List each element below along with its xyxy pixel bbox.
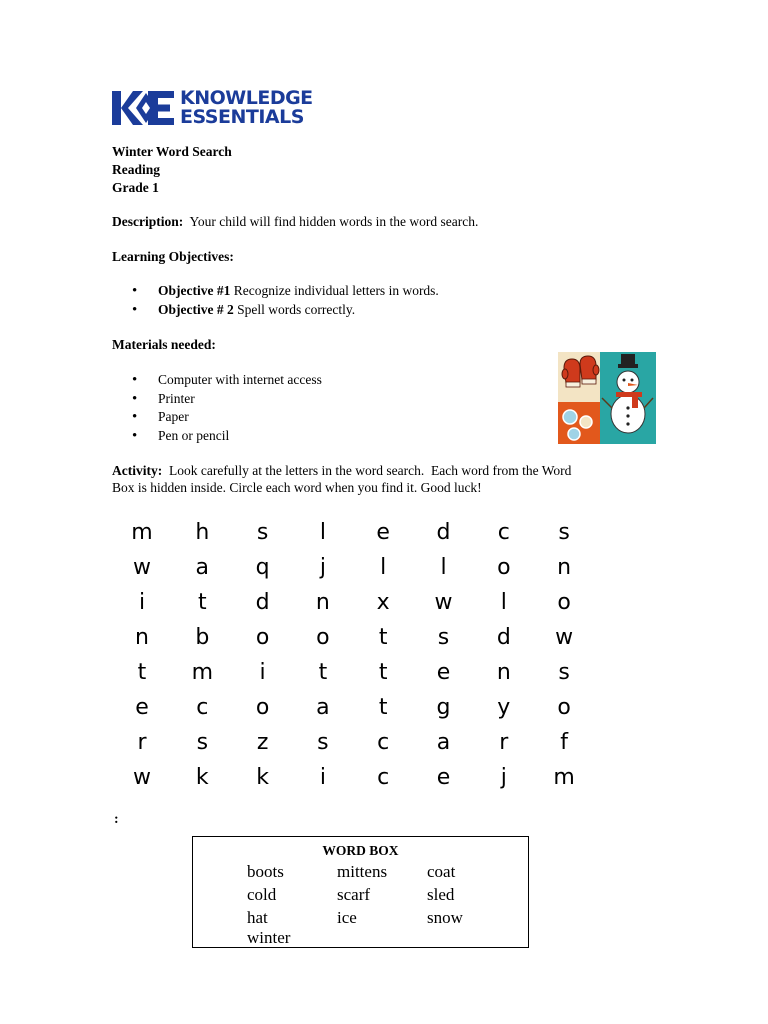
word-box-word: mittens [337, 862, 388, 881]
grid-row [112, 658, 592, 693]
grid-letter: s [558, 660, 570, 685]
grid-letter: s [558, 520, 570, 545]
word-box-word: sled [427, 885, 455, 904]
grid-letter: r [137, 730, 147, 755]
word-box-word: cold [247, 885, 277, 904]
grid-letter: c [377, 765, 390, 790]
grid-letter: j [500, 765, 507, 790]
subject-label: Reading [112, 162, 161, 177]
grid-letter: b [195, 625, 210, 650]
objectives-heading: Learning Objectives: [112, 249, 234, 264]
grid-letter: o [497, 555, 511, 580]
grid-letter: e [436, 660, 451, 685]
grid-letter: l [440, 555, 447, 580]
grid-letter: w [555, 625, 574, 650]
grid-letter: c [377, 730, 390, 755]
description-label: Description: [112, 214, 184, 229]
word-search-grid [112, 518, 592, 798]
grid-letter: s [196, 730, 209, 755]
grid-letter: f [560, 730, 568, 755]
grid-letter: t [378, 660, 388, 685]
materials-list [112, 371, 322, 445]
objective-item: • Objective #1 Recognize individual letters in words. [112, 282, 439, 301]
word-box-word: snow [427, 908, 463, 927]
grid-letter: o [316, 625, 330, 650]
grid-letter: s [437, 625, 450, 650]
grid-letter: y [497, 695, 511, 720]
grid-letter: s [256, 520, 269, 545]
word-box-word: hat [247, 908, 268, 927]
logo-line-2: ESSENTIALS [180, 106, 304, 128]
grid-letter: j [319, 555, 326, 580]
grid-letter: t [378, 625, 388, 650]
grid-letter: i [259, 660, 266, 685]
grid-letter: m [553, 765, 575, 790]
winter-clipart [558, 352, 656, 444]
grid-letter: o [557, 590, 571, 615]
grid-letter: g [436, 695, 451, 720]
grid-letter: n [135, 625, 149, 650]
activity-line-2: Box is hidden inside. Circle each word when you find it. Good luck! [112, 480, 482, 495]
word-box-word: coat [427, 862, 456, 881]
grid-row [112, 588, 592, 623]
grid-letter: l [380, 555, 387, 580]
grid-letter: k [256, 765, 269, 790]
grid-letter: e [436, 765, 451, 790]
word-box-word: boots [247, 862, 284, 881]
grid-letter: e [135, 695, 149, 720]
activity-line-1: Activity: Look carefully at the letters in the word search. Each word from the Word [112, 463, 572, 478]
materials-heading: Materials needed: [112, 337, 216, 352]
grid-letter: w [434, 590, 453, 615]
grid-letter: x [376, 590, 390, 615]
colon-marker: : [114, 812, 119, 827]
mittens-snowman-icon [558, 352, 656, 444]
logo-line-1: KNOWLEDGE [180, 87, 313, 109]
grid-letter: n [557, 555, 572, 580]
description [112, 213, 478, 230]
grid-letter: i [138, 590, 146, 615]
grid-row [112, 693, 592, 728]
grid-letter: t [378, 695, 388, 720]
grid-row [112, 728, 592, 763]
word-box-word: winter [247, 928, 291, 947]
grid-letter: o [255, 695, 270, 720]
grid-row [112, 553, 592, 588]
grid-row [112, 763, 592, 798]
grid-letter: q [255, 555, 270, 580]
grid-letter: d [436, 520, 451, 545]
grid-letter: d [496, 625, 511, 650]
grid-letter: c [196, 695, 209, 720]
objectives-list [112, 282, 439, 319]
grid-letter: a [436, 730, 451, 755]
grid-letter: t [197, 590, 207, 615]
material-item: • Pen or pencil [112, 427, 322, 446]
grid-letter: i [319, 765, 326, 790]
word-box [192, 836, 529, 948]
grid-letter: c [497, 520, 510, 545]
grid-letter: s [317, 730, 329, 755]
grid-letter: a [316, 695, 330, 720]
grid-letter: l [319, 520, 326, 545]
grid-letter: m [191, 660, 214, 685]
grid-letter: a [195, 555, 210, 580]
grid-letter: z [256, 730, 269, 755]
grid-letter: m [131, 520, 153, 545]
grade-label: Grade 1 [112, 180, 159, 195]
grid-letter: n [315, 590, 330, 615]
grid-letter: e [376, 520, 390, 545]
material-item: • Paper [112, 408, 322, 427]
grid-letter: t [137, 660, 147, 685]
grid-letter: o [557, 695, 571, 720]
grid-letter: o [255, 625, 270, 650]
material-item: • Computer with internet access [112, 371, 322, 390]
grid-letter: l [500, 590, 507, 615]
grid-letter: r [499, 730, 509, 755]
knowledge-essentials-logo [112, 88, 317, 128]
grid-row [112, 623, 592, 658]
grid-row [112, 518, 592, 553]
word-box-word: ice [337, 908, 357, 927]
activity-label: Activity: [112, 463, 163, 478]
worksheet-title: Winter Word Search [112, 144, 232, 159]
grid-letter: w [133, 555, 151, 580]
grid-letter: t [318, 660, 328, 685]
material-item: • Printer [112, 390, 322, 409]
grid-letter: k [195, 765, 209, 790]
grid-letter: w [133, 765, 151, 790]
objective-item: • Objective # 2 Spell words correctly. [112, 301, 439, 320]
grid-letter: d [255, 590, 270, 615]
word-box-title: WORD BOX [322, 843, 399, 858]
description-text: Your child will find hidden words in the word search. [183, 214, 479, 229]
grid-letter: h [195, 520, 210, 545]
grid-letter: n [496, 660, 511, 685]
word-box-word: scarf [337, 885, 371, 904]
